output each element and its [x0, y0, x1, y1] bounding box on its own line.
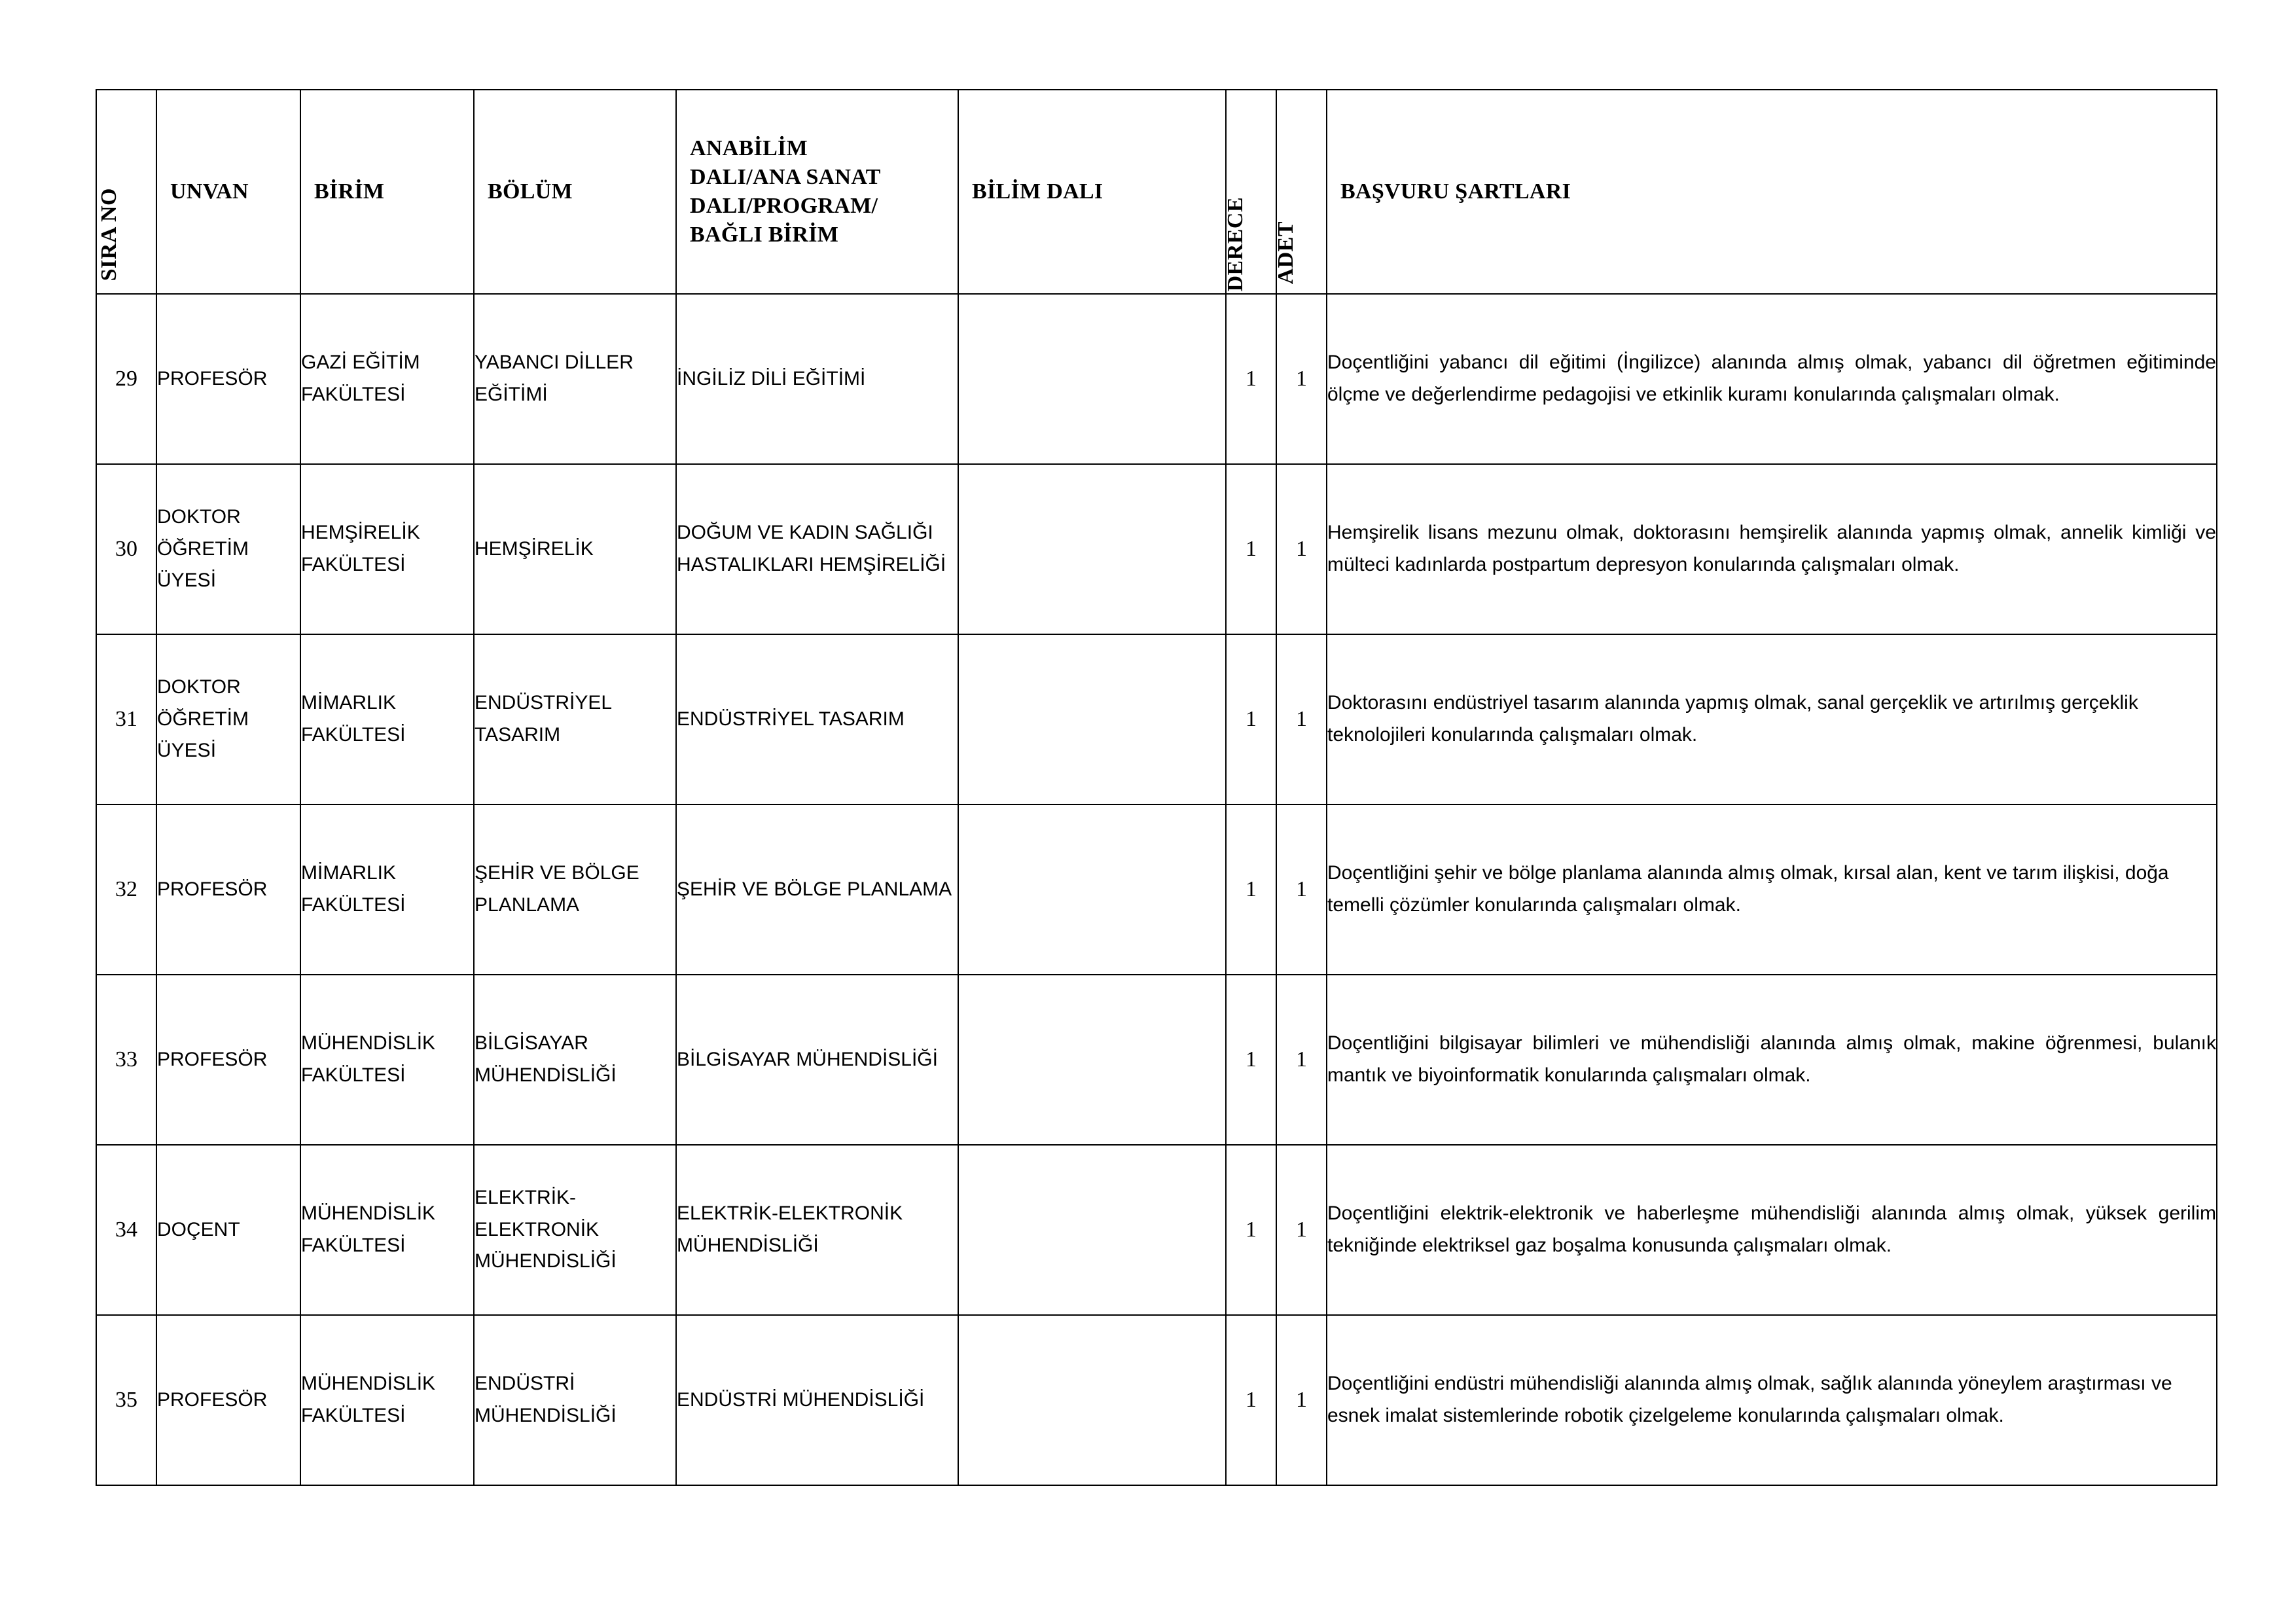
table-row	[96, 975, 2217, 1145]
column-header-unvan	[156, 90, 300, 294]
cell-bilim-dali	[958, 1145, 1226, 1315]
cell-sira-no: 30	[96, 464, 156, 634]
cell-anabilim-dali: İNGİLİZ DİLİ EĞİTİMİ	[676, 294, 958, 464]
cell-birim: GAZİ EĞİTİM FAKÜLTESİ	[300, 294, 474, 464]
table-row	[96, 634, 2217, 804]
cell-sira-no: 34	[96, 1145, 156, 1315]
table-row	[96, 1145, 2217, 1315]
cell-bilim-dali	[958, 294, 1226, 464]
column-header-sira-no-label: SIRA NO	[97, 187, 122, 281]
column-header-derece-label: DERECE	[1223, 196, 1247, 292]
cell-unvan: PROFESÖR	[156, 975, 300, 1145]
cell-adet: 1	[1276, 464, 1327, 634]
cell-bolum: HEMŞİRELİK	[474, 464, 676, 634]
table-row	[96, 804, 2217, 975]
cell-basvuru-sartlari: Doçentliğini şehir ve bölge planlama alanında almış olmak, kırsal alan, kent ve tarım ilişkisi, doğa temelli çözümler konularında çalışmaları olmak.	[1327, 804, 2217, 975]
cell-basvuru-sartlari: Doktorasını endüstriyel tasarım alanında yapmış olmak, sanal gerçeklik ve artırılmış gerçeklik teknolojileri konularında çalışmaları olmak.	[1327, 634, 2217, 804]
cell-derece: 1	[1226, 804, 1276, 975]
cell-derece: 1	[1226, 1145, 1276, 1315]
cell-derece: 1	[1226, 464, 1276, 634]
column-header-sira-no	[96, 90, 156, 294]
cell-sira-no: 35	[96, 1315, 156, 1485]
table-row	[96, 1315, 2217, 1485]
cell-birim: MÜHENDİSLİK FAKÜLTESİ	[300, 975, 474, 1145]
header-row	[96, 90, 2217, 294]
cell-sira-no: 29	[96, 294, 156, 464]
column-header-bolum-label: BÖLÜM	[488, 179, 573, 204]
academic-vacancy-table	[96, 89, 2217, 1486]
cell-sira-no: 32	[96, 804, 156, 975]
cell-bolum: ŞEHİR VE BÖLGE PLANLAMA	[474, 804, 676, 975]
cell-adet: 1	[1276, 634, 1327, 804]
cell-unvan: DOKTOR ÖĞRETİM ÜYESİ	[156, 634, 300, 804]
cell-bilim-dali	[958, 464, 1226, 634]
cell-birim: MİMARLIK FAKÜLTESİ	[300, 804, 474, 975]
cell-unvan: DOÇENT	[156, 1145, 300, 1315]
cell-birim: MİMARLIK FAKÜLTESİ	[300, 634, 474, 804]
cell-adet: 1	[1276, 294, 1327, 464]
cell-anabilim-dali: ŞEHİR VE BÖLGE PLANLAMA	[676, 804, 958, 975]
cell-bolum: YABANCI DİLLER EĞİTİMİ	[474, 294, 676, 464]
column-header-birim	[300, 90, 474, 294]
cell-adet: 1	[1276, 804, 1327, 975]
cell-basvuru-sartlari: Doçentliğini elektrik-elektronik ve haberleşme mühendisliği alanında almış olmak, yüksek gerilim tekniğinde elektriksel gaz boşalma konusunda çalışmaları olmak.	[1327, 1145, 2217, 1315]
cell-bilim-dali	[958, 804, 1226, 975]
column-header-bilim-dali-label: BİLİM DALI	[972, 179, 1103, 204]
cell-derece: 1	[1226, 1315, 1276, 1485]
cell-birim: HEMŞİRELİK FAKÜLTESİ	[300, 464, 474, 634]
cell-birim: MÜHENDİSLİK FAKÜLTESİ	[300, 1315, 474, 1485]
cell-adet: 1	[1276, 1315, 1327, 1485]
column-header-derece	[1223, 90, 1276, 294]
table-body	[96, 294, 2217, 1485]
cell-unvan: DOKTOR ÖĞRETİM ÜYESİ	[156, 464, 300, 634]
cell-unvan: PROFESÖR	[156, 1315, 300, 1485]
column-header-anabilim-line-3: DALI/PROGRAM/	[690, 194, 878, 218]
cell-anabilim-dali: ELEKTRİK-ELEKTRONİK MÜHENDİSLİĞİ	[676, 1145, 958, 1315]
column-header-unvan-label: UNVAN	[170, 179, 249, 204]
column-header-adet-label: ADET	[1273, 221, 1298, 285]
cell-bolum: ENDÜSTRİYEL TASARIM	[474, 634, 676, 804]
column-header-anabilim-line-2: DALI/ANA SANAT	[690, 164, 881, 189]
table-row	[96, 294, 2217, 464]
cell-bolum: ENDÜSTRİ MÜHENDİSLİĞİ	[474, 1315, 676, 1485]
cell-birim: MÜHENDİSLİK FAKÜLTESİ	[300, 1145, 474, 1315]
cell-bilim-dali	[958, 1315, 1226, 1485]
cell-unvan: PROFESÖR	[156, 804, 300, 975]
cell-adet: 1	[1276, 975, 1327, 1145]
cell-adet: 1	[1276, 1145, 1327, 1315]
cell-anabilim-dali: BİLGİSAYAR MÜHENDİSLİĞİ	[676, 975, 958, 1145]
cell-bolum: BİLGİSAYAR MÜHENDİSLİĞİ	[474, 975, 676, 1145]
column-header-anabilim-line-1: ANABİLİM	[690, 135, 808, 160]
cell-derece: 1	[1226, 294, 1276, 464]
cell-anabilim-dali: ENDÜSTRİYEL TASARIM	[676, 634, 958, 804]
column-header-basvuru-sartlari	[1327, 90, 2217, 294]
cell-sira-no: 33	[96, 975, 156, 1145]
table-row	[96, 464, 2217, 634]
cell-bilim-dali	[958, 634, 1226, 804]
column-header-birim-label: BİRİM	[314, 179, 385, 204]
column-header-bilim-dali	[958, 90, 1226, 294]
cell-basvuru-sartlari: Doçentliğini bilgisayar bilimleri ve mühendisliği alanında almış olmak, makine öğrenmesi, bulanık mantık ve biyoinformatik konularında çalışmaları olmak.	[1327, 975, 2217, 1145]
column-header-anabilim-line-4: BAĞLI BİRİM	[690, 223, 839, 247]
cell-sira-no: 31	[96, 634, 156, 804]
cell-anabilim-dali: ENDÜSTRİ MÜHENDİSLİĞİ	[676, 1315, 958, 1485]
column-header-bolum	[474, 90, 676, 294]
column-header-adet	[1273, 90, 1327, 294]
cell-unvan: PROFESÖR	[156, 294, 300, 464]
column-header-anabilim-dali	[676, 90, 958, 294]
cell-anabilim-dali: DOĞUM VE KADIN SAĞLIĞI HASTALIKLARI HEMŞİRELİĞİ	[676, 464, 958, 634]
column-header-basvuru-sartlari-label: BAŞVURU ŞARTLARI	[1340, 179, 1571, 204]
table-header	[96, 90, 2217, 294]
cell-derece: 1	[1226, 975, 1276, 1145]
cell-basvuru-sartlari: Hemşirelik lisans mezunu olmak, doktorasını hemşirelik alanında yapmış olmak, annelik kimliği ve mülteci kadınlarda postpartum depresyon konularında çalışmaları olmak.	[1327, 464, 2217, 634]
cell-bilim-dali	[958, 975, 1226, 1145]
cell-bolum: ELEKTRİK-ELEKTRONİK MÜHENDİSLİĞİ	[474, 1145, 676, 1315]
vacancy-table-container	[96, 89, 2216, 1486]
cell-basvuru-sartlari: Doçentliğini yabancı dil eğitimi (İngilizce) alanında almış olmak, yabancı dil öğretmen eğitiminde ölçme ve değerlendirme pedagojisi ve etkinlik kuramı konularında çalışmaları olmak.	[1327, 294, 2217, 464]
cell-basvuru-sartlari: Doçentliğini endüstri mühendisliği alanında almış olmak, sağlık alanında yöneylem araştırması ve esnek imalat sistemlerinde robotik çizelgeleme konularında çalışmaları olmak.	[1327, 1315, 2217, 1485]
cell-derece: 1	[1226, 634, 1276, 804]
